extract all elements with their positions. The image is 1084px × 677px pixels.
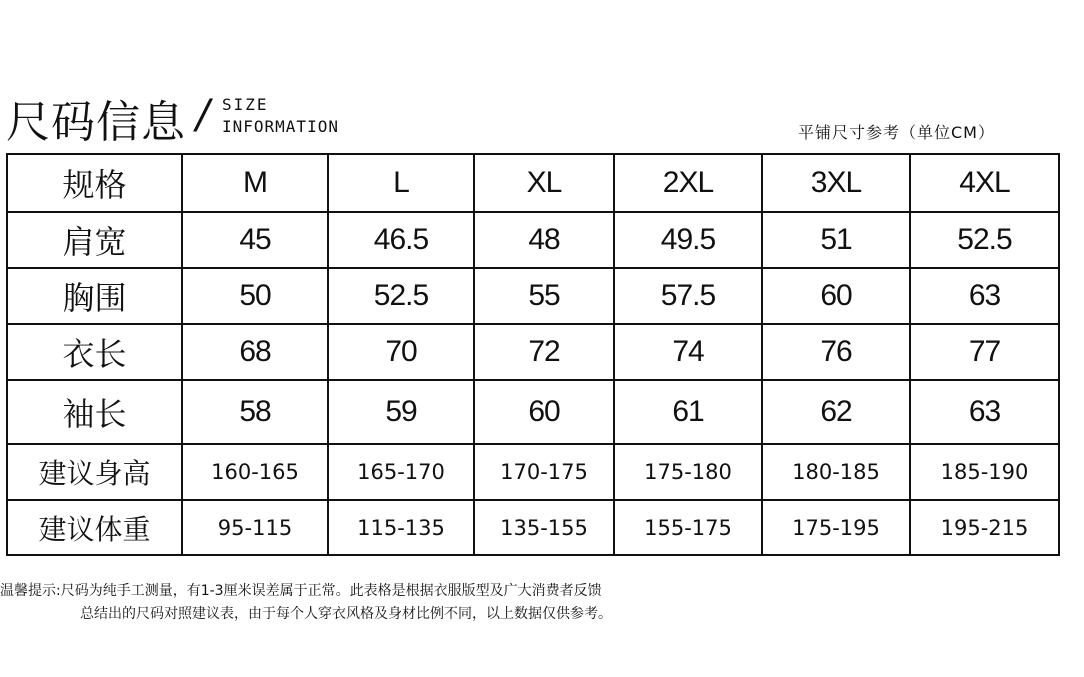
table-cell: 155-175 <box>614 500 762 555</box>
table-cell: 45 <box>182 212 328 268</box>
table-cell: 74 <box>614 324 762 380</box>
table-cell: 160-165 <box>182 444 328 500</box>
table-row <box>7 444 1059 500</box>
unit-note: 平铺尺寸参考（单位CM） <box>798 123 995 142</box>
table-cell: 58 <box>182 380 328 444</box>
table-cell: 180-185 <box>762 444 910 500</box>
table-cell: 52.5 <box>910 212 1059 268</box>
row-label: 袖长 <box>7 380 182 444</box>
page-title: 尺码信息 <box>6 97 186 148</box>
table-cell: 77 <box>910 324 1059 380</box>
header-cell-2xl: 2XL <box>614 154 762 212</box>
table-cell: 70 <box>328 324 474 380</box>
row-label: 建议体重 <box>7 500 182 555</box>
table-cell: 175-180 <box>614 444 762 500</box>
table-cell: 68 <box>182 324 328 380</box>
header-cell-xl: XL <box>474 154 614 212</box>
table-cell: 62 <box>762 380 910 444</box>
table-row <box>7 380 1059 444</box>
header-cell-m: M <box>182 154 328 212</box>
header-cell-3xl: 3XL <box>762 154 910 212</box>
subtitle-size: SIZE <box>222 95 269 114</box>
table-cell: 46.5 <box>328 212 474 268</box>
row-label: 建议身高 <box>7 444 182 500</box>
table-cell: 170-175 <box>474 444 614 500</box>
header-cell-spec: 规格 <box>7 154 182 212</box>
table-row <box>7 324 1059 380</box>
tip-note-line2: 总结出的尺码对照建议表，由于每个人穿衣风格及身材比例不同，以上数据仅供参考。 <box>80 606 612 622</box>
row-label: 肩宽 <box>7 212 182 268</box>
tip-note-line1: 温馨提示:尺码为纯手工测量，有1-3厘米误差属于正常。此表格是根据衣服版型及广大消费者反馈 <box>0 583 602 599</box>
table-cell: 95-115 <box>182 500 328 555</box>
table-row <box>7 268 1059 324</box>
table-cell: 60 <box>474 380 614 444</box>
table-cell: 50 <box>182 268 328 324</box>
table-cell: 49.5 <box>614 212 762 268</box>
table-cell: 57.5 <box>614 268 762 324</box>
table-cell: 185-190 <box>910 444 1059 500</box>
table-cell: 63 <box>910 380 1059 444</box>
title-slash: / <box>196 92 210 138</box>
table-cell: 76 <box>762 324 910 380</box>
row-label: 衣长 <box>7 324 182 380</box>
table-cell: 61 <box>614 380 762 444</box>
table-cell: 135-155 <box>474 500 614 555</box>
table-cell: 48 <box>474 212 614 268</box>
size-table <box>6 153 1060 556</box>
table-cell: 175-195 <box>762 500 910 555</box>
subtitle-information: INFORMATION <box>222 117 339 136</box>
table-cell: 63 <box>910 268 1059 324</box>
table-header-row <box>7 154 1059 212</box>
table-cell: 115-135 <box>328 500 474 555</box>
table-cell: 72 <box>474 324 614 380</box>
table-cell: 195-215 <box>910 500 1059 555</box>
table-cell: 55 <box>474 268 614 324</box>
table-cell: 51 <box>762 212 910 268</box>
header-cell-4xl: 4XL <box>910 154 1059 212</box>
table-row <box>7 212 1059 268</box>
header-cell-l: L <box>328 154 474 212</box>
table-cell: 59 <box>328 380 474 444</box>
table-row <box>7 500 1059 555</box>
row-label: 胸围 <box>7 268 182 324</box>
table-cell: 52.5 <box>328 268 474 324</box>
table-cell: 165-170 <box>328 444 474 500</box>
table-cell: 60 <box>762 268 910 324</box>
